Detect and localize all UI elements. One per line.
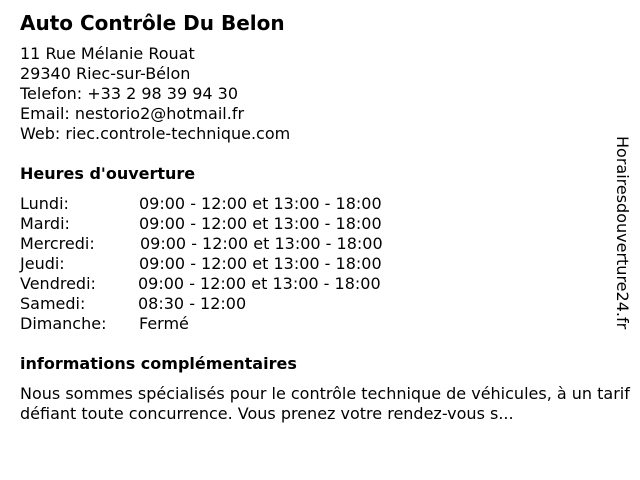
- time-value: 09:00 - 12:00 et 13:00 - 18:00: [140, 234, 383, 253]
- time-value: 08:30 - 12:00: [138, 294, 247, 313]
- phone-number: Telefon: +33 2 98 39 94 30: [20, 84, 239, 103]
- email-address: Email: nestorio2@hotmail.fr: [20, 104, 245, 123]
- day-label: Jeudi:: [20, 254, 65, 273]
- day-label: Samedi:: [20, 294, 86, 313]
- day-label: Mercredi:: [20, 234, 95, 253]
- time-value: 09:00 - 12:00 et 13:00 - 18:00: [139, 254, 382, 273]
- day-label: Vendredi:: [20, 274, 96, 293]
- day-label: Mardi:: [20, 214, 70, 233]
- additional-info-heading: informations complémentaires: [20, 354, 297, 373]
- additional-info-text: Nous sommes spécialisés pour le contrôle technique de véhicules, à un tarif défiant toute concurrence. Vous prenez votre rendez-vous s...: [20, 384, 630, 423]
- contact-block: [20, 44, 290, 144]
- address-street: 11 Rue Mélanie Rouat: [20, 44, 195, 63]
- business-name: Auto Contrôle Du Belon: [20, 11, 285, 35]
- website: Web: riec.controle-technique.com: [20, 124, 291, 143]
- day-label: Lundi:: [20, 194, 69, 213]
- address-city: 29340 Riec-sur-Bélon: [20, 64, 191, 83]
- time-value: 09:00 - 12:00 et 13:00 - 18:00: [139, 214, 382, 233]
- opening-hours-heading: Heures d'ouverture: [20, 164, 196, 183]
- time-value: 09:00 - 12:00 et 13:00 - 18:00: [138, 274, 381, 293]
- time-value: 09:00 - 12:00 et 13:00 - 18:00: [139, 194, 382, 213]
- day-label: Dimanche:: [20, 314, 107, 333]
- time-value: Fermé: [139, 314, 189, 333]
- site-watermark: Horairesdouverture24.fr: [613, 136, 632, 330]
